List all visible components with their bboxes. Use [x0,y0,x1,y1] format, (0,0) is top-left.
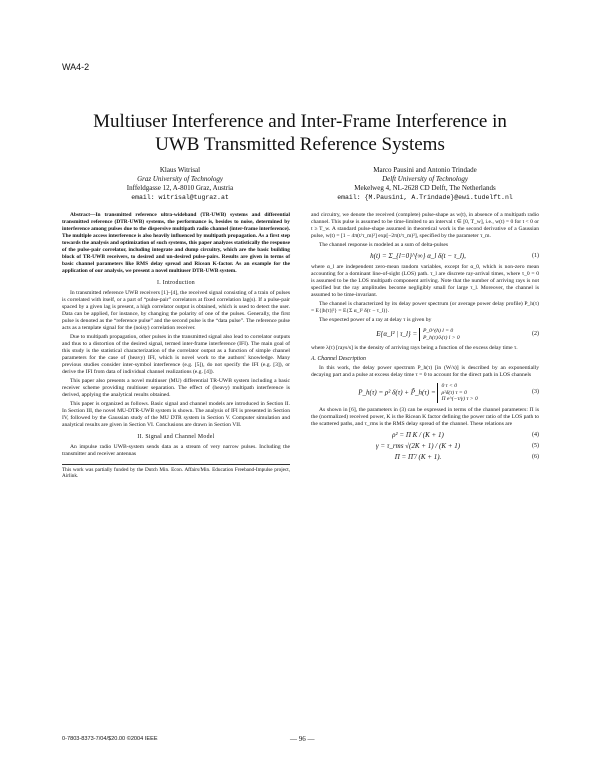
paragraph: The channel is characterized by its delay power spectrum (or average power delay profile) P_h(τ) = E{|h(τ)|²} = E{Σ α_l² δ(τ − τ_l)}. [311,301,539,314]
abstract: Abstract—In transmitted reference ultra-wideband (TR-UWB) systems and differential transmitted reference (DTR-UWB) systems, the performance is, besides to noise, determined by interference among pulses due to the dispersive multipath radio channel (inter-frame interference). The multiple access interference is also heavily influenced by multipath propagation. As a first step towards the analysis and optimization of such systems, this paper analyzes statistically the response of the pulse-pair correlator, including integrate and dump circuitry, which are the basic building block of TR-UWB receivers, to desired and un-desired pulse-pairs. Results are given in terms of basic channel parameters like RMS delay spread and Ricean K-factor. As an example for the application of our analysis, we present a novel multiuser DTR-UWB system. [62,212,290,274]
equation-cases [437,383,477,403]
case-line: 0 τ < 0 [441,383,458,389]
paragraph: where α_l are independent zero-mean random variables, except for α_0, which is non-zero mean accounting for a dominant line-of-sight (LOS) path. τ_l are discrete ray-arrival times, where τ_0 = 0 is assumed to be the LOS multipath component arriving. Note that the number of arriving rays is not specified but the ray amplitudes become negligibly small for large τ_l. Moreover, the channel is assumed to be time-invariant. [311,264,539,298]
author-block-left [60,166,300,202]
equation-number: (4) [532,431,539,438]
paragraph: Due to multipath propagation, other pulses in the transmitted signal also lead to correlator outputs and thus to a distortion of the desired signal, termed inter-frame interference (IFI). The main goal of this study is the statistical characterization of the correlator output as a function of simple channel parameters for the case of (heavy) IFI, which is novel work to the authors' knowledge. Many previous studies consider inter-symbol interference (e.g. [5]), do not specify the IFI (e.g. [3]), or derive the IFI from data of individual channel realizations (e.g. [4]). [62,334,290,375]
equation-3 [311,383,539,403]
author-affiliation: Graz University of Technology [137,175,223,183]
page-number: — 96 — [290,735,315,743]
subsection-heading: A. Channel Description [311,356,366,362]
equation-body [311,383,525,403]
paragraph: In this work, the delay power spectrum P_h(τ) [in (W/s)] is described by an exponentially decaying part and a pulse at excess delay time τ = 0 to account for the direct path in LOS channels [311,365,539,378]
author-address: Mekelweg 4, NL-2628 CD Delft, The Netherlands [354,184,496,192]
equation-number: (2) [532,331,539,337]
equation-body: γ = τ_rms √(2K + 1) / (K + 1) [375,441,461,450]
paper-title [60,110,540,156]
title-line-1: Multiuser Interference and Inter-Frame Interference in [93,111,507,132]
equation-5 [311,443,539,450]
case-line: P_0^(h) l = 0 [422,328,454,334]
header-tag: WA4-2 [62,62,90,72]
paragraph: The channel response is modeled as a sum of delta-pulses [319,242,449,248]
paragraph: The expected power of a ray at delay τ is given by [319,317,432,323]
equation-number: (5) [532,442,539,449]
equation-number: (6) [532,453,539,460]
equation-1 [311,253,539,260]
title-line-2: UWB Transmitted Reference Systems [155,134,445,155]
equation-body: Π = Π̃ / (K + 1). [394,452,442,461]
equation-2 [311,328,539,341]
equation-lhs: E{α_l² | τ_l} = [376,330,418,339]
equation-6 [311,454,539,461]
equation-4 [311,432,539,439]
copyright-footer: 0-7803-8373-7/04/$20.00 ©2004 IEEE [62,736,158,742]
paragraph: and circuitry, we denote the received (complete) pulse-shape as w(t), in absence of a multipath radio channel. This pulse is assumed to be time-limited to an interval t ∈ [0, T_w], i.e., w(t) = 0 for t < 0 or t ≥ T_w. A standard pulse-shape assumed in theoretical work is the second derivative of a Gaussian pulse, w(t) = [1 − 4π(t/τ_m)²] exp[−2π(t/τ_m)²], specified by the parameter τ_m. [311,212,539,239]
footnote: This work was partially funded by the Dutch Min. Econ. Affairs/Min. Education Freeband-Impulse project, Airlink. [62,464,290,479]
author-name: Klaus Witrisal [159,166,201,174]
paragraph: An impulse radio UWB-system sends data as a stream of very narrow pulses. Including the transmitter and receiver antennas [62,444,290,457]
paragraph: In transmitted reference UWB receivers [1]–[4], the received signal consisting of a train of pulses is correlated with itself, or a part of “pulse-pair” correlators at fixed correlation lag(s). If a pulse-pair spaced by a given lag is present, a high correlator output is obtained, which is used to detect the user. Data can be applied, for instance, by changing the polarity of one of the pulses. Generally, the first pulse is denoted as the “reference pulse” and the second pulse is the “data pulse”. The reference pulse acts as a template signal for the (noisy) correlation receiver. [62,290,290,331]
author-email: email: witrisal@tugraz.at [131,194,229,201]
paragraph: where λ(τ) [rays/s] is the density of arriving rays being a function of the excess delay time τ. [311,345,518,351]
equation-lhs: P_h(τ) = ρ² δ(τ) + P̃_h(τ) = [358,388,436,397]
equation-cases [419,328,460,341]
author-affiliation: Delft University of Technology [382,175,468,183]
case-line: ρ²δ(τ) τ = 0 [441,389,467,396]
section-heading: I. Introduction [157,280,195,286]
case-line: P_h(τ)/λ(τ) l > 0 [422,334,460,341]
author-name: Marco Pausini and Antonio Trindade [373,166,477,174]
author-block-right [300,166,550,202]
paragraph: This paper also presents a novel multiuser (MU) differential TR-UWB system including a basic receiver scheme providing multiuser separation. The effect of (heavy) multipath interference is derived, applying the analytical results obtained. [62,378,290,398]
left-column [62,212,290,479]
paragraph: This paper is organized as follows. Basic signal and channel models are introduced in Section II. In Section III, the novel MU-DTR-UWB system is shown. The analysis of IFI is presented in Section IV, followed by the Gaussian study of the MU DTR system in Section V. Computer simulation and analytical results are given in Section VI. Conclusions are drawn in Section VII. [62,401,290,428]
section-heading: II. Signal and Channel Model [137,434,215,440]
equation-body: h(t) = Σ_{l=0}^{∞} α_l δ(t − τ_l), [370,252,466,260]
right-column [311,212,539,465]
equation-body: ρ² = Π K / (K + 1) [392,430,444,439]
author-email: email: {M.Pausini, A.Trindade}@ewi.tudelft.nl [337,194,513,201]
equation-number: (1) [532,253,539,259]
equation-number: (3) [532,389,539,396]
case-line: Π e^(−τ/γ) τ > 0 [441,396,478,402]
author-address: Inffeldgasse 12, A-8010 Graz, Austria [126,184,234,192]
paragraph: As shown in [6], the parameters in (3) can be expressed in terms of the channel parameters: Π is the (normalized) received power, K is the Ricean K factor defining the power ratio of the LOS path to the scattered paths, and τ_rms is the RMS delay spread of the channel. These relations are [311,406,539,427]
equation-body [311,328,525,341]
